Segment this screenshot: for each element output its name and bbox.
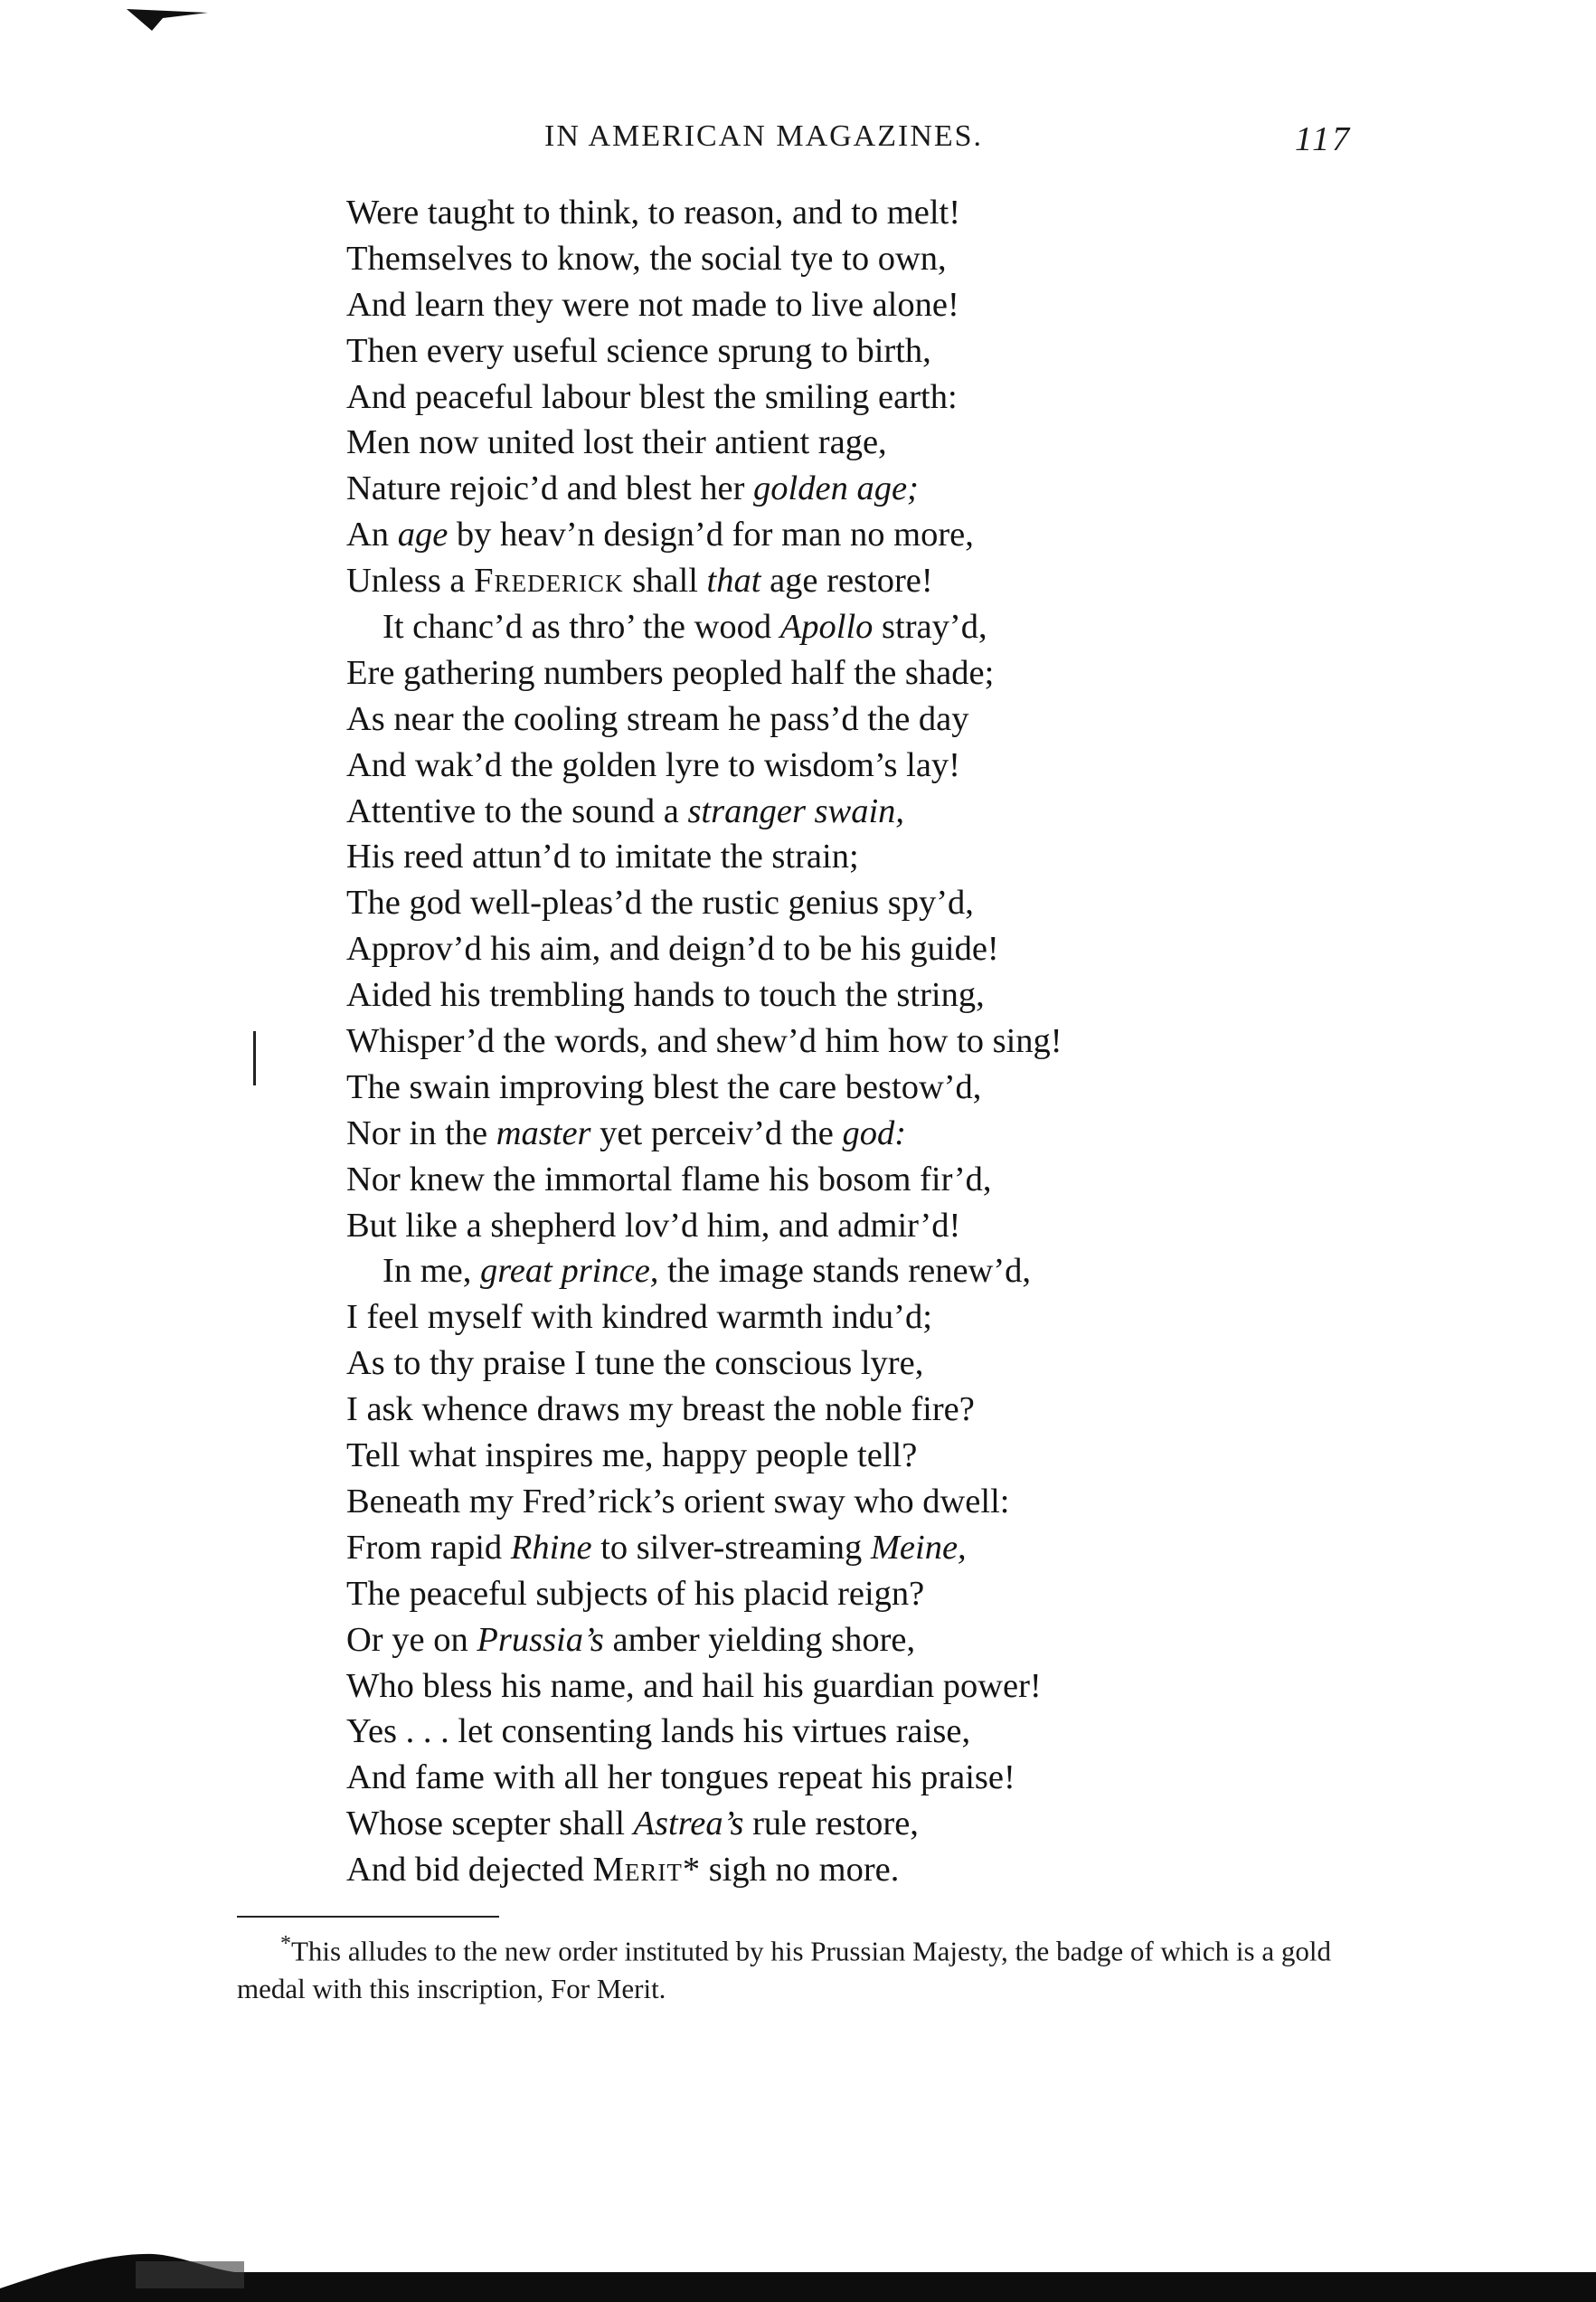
verse-text: And peaceful labour blest the smiling earth: <box>346 377 958 416</box>
verse-line <box>346 282 1296 328</box>
verse-line <box>346 558 1296 604</box>
margin-bar <box>253 1031 256 1085</box>
verse-text: The swain improving blest the care bestow’d, <box>346 1067 982 1106</box>
verse-text: Nature rejoic’d and blest her <box>346 469 754 508</box>
verse-text: Ere gathering numbers peopled half the shade; <box>346 653 995 692</box>
verse-line <box>346 1387 1296 1433</box>
verse-line <box>346 1340 1296 1387</box>
verse-line <box>346 1847 1296 1893</box>
verse-line <box>346 1525 1296 1571</box>
verse-text: Aided his trembling hands to touch the string, <box>346 976 985 1015</box>
corner-tab-mark <box>127 7 208 34</box>
verse-text: Nor knew the immortal flame his bosom fir’d, <box>346 1160 992 1198</box>
verse-line <box>346 972 1296 1018</box>
verse-text: Whose scepter shall <box>346 1805 634 1843</box>
italic-text: Meine, <box>870 1528 967 1567</box>
verse-text: Attentive to the sound a <box>346 791 688 830</box>
verse-text: Beneath my Fred’rick’s orient sway who dwell: <box>346 1482 1010 1520</box>
verse-line <box>346 328 1296 374</box>
italic-text: Prussia’s <box>477 1620 604 1659</box>
verse-text: Whisper’d the words, and shew’d him how to sing! <box>346 1022 1062 1061</box>
small-caps-text: Merit <box>592 1851 683 1890</box>
verse-line <box>346 1709 1296 1755</box>
verse-line <box>346 1294 1296 1340</box>
verse-line <box>346 1248 1296 1294</box>
small-caps-text: Frederick <box>474 562 624 601</box>
verse-text: Tell what inspires me, happy people tell? <box>346 1436 918 1475</box>
italic-text: age <box>397 516 449 554</box>
verse-line <box>346 834 1296 880</box>
page-number: 117 <box>1295 120 1353 158</box>
verse-line <box>346 1663 1296 1710</box>
verse-text: to silver-streaming <box>591 1528 871 1567</box>
verse-text: The god well-pleas’d the rustic genius spy’d, <box>346 884 974 923</box>
footnote-text: This alludes to the new order instituted by his Prussian Majesty, the badge of which is a gold medal with this inscription, For Merit. <box>237 1935 1331 2005</box>
verse-line <box>346 880 1296 926</box>
italic-text: great prince, <box>479 1252 659 1291</box>
verse-text: As to thy praise I tune the conscious lyre, <box>346 1344 924 1383</box>
verse-line <box>346 1065 1296 1111</box>
verse-text: An <box>346 516 398 554</box>
running-head <box>344 119 1353 165</box>
verse-text: The peaceful subjects of his placid reign? <box>346 1574 925 1613</box>
footnote <box>237 1925 1358 2008</box>
italic-text: Apollo <box>779 608 874 647</box>
verse-text: Unless a <box>346 562 475 601</box>
verse-text: Yes . . . let consenting lands his virtues raise, <box>346 1712 971 1751</box>
running-title: IN AMERICAN MAGAZINES. <box>544 119 984 153</box>
verse-line <box>346 1018 1296 1065</box>
verse-line <box>346 1157 1296 1203</box>
verse-text: shall <box>623 562 707 601</box>
verse-text: Nor in the <box>346 1113 496 1152</box>
verse-text: And bid dejected <box>346 1851 593 1890</box>
verse-text: And fame with all her tongues repeat his praise! <box>346 1758 1015 1797</box>
verse-text: amber yielding shore, <box>603 1620 916 1659</box>
verse-line <box>346 1479 1296 1525</box>
verse-text: His reed attun’d to imitate the strain; <box>346 838 859 876</box>
verse-line <box>346 696 1296 743</box>
verse-line <box>346 1571 1296 1617</box>
verse-line <box>346 1433 1296 1479</box>
verse-line <box>346 1617 1296 1663</box>
verse-text: stray’d, <box>873 608 987 647</box>
verse-text: Then every useful science sprung to birth, <box>346 331 931 370</box>
verse-line <box>346 466 1296 512</box>
verse-line <box>346 926 1296 972</box>
verse-text: Or ye on <box>346 1620 477 1659</box>
italic-text: Rhine <box>510 1528 592 1567</box>
verse-line <box>346 604 1296 650</box>
italic-text: Astrea’s <box>633 1805 744 1843</box>
verse-line <box>346 236 1296 282</box>
verse-text: And wak’d the golden lyre to wisdom’s lay! <box>346 745 960 784</box>
verse-text: As near the cooling stream he pass’d the day <box>346 699 969 738</box>
verse-line <box>346 190 1296 236</box>
italic-text: that <box>706 562 761 601</box>
verse-line <box>346 1755 1296 1801</box>
verse-line <box>346 743 1296 789</box>
footnote-rule <box>237 1916 499 1918</box>
footnote-mark: * <box>280 1932 291 1956</box>
verse-text: yet perceiv’d the <box>590 1113 843 1152</box>
verse-line <box>346 1111 1296 1157</box>
verse-text: I ask whence draws my breast the noble fire? <box>346 1390 975 1429</box>
verse-line <box>346 650 1296 696</box>
verse-line <box>346 512 1296 558</box>
verse-text: by heav’n design’d for man no more, <box>448 516 974 554</box>
verse-text: Approv’d his aim, and deign’d to be his guide! <box>346 930 999 969</box>
verse-line <box>346 374 1296 421</box>
verse-text: the image stands renew’d, <box>658 1252 1032 1291</box>
verse-text: Were taught to think, to reason, and to melt! <box>346 194 961 232</box>
poem-text <box>346 190 1296 1893</box>
verse-line <box>346 789 1296 835</box>
verse-text: It chanc’d as thro’ the wood <box>382 608 780 647</box>
verse-text: * sigh no more. <box>682 1851 900 1890</box>
verse-line <box>346 420 1296 466</box>
verse-text: But like a shepherd lov’d him, and admir’d! <box>346 1206 961 1245</box>
verse-text: age restore! <box>760 562 933 601</box>
page-edge-bar <box>0 2216 1596 2302</box>
italic-text: stranger swain, <box>687 791 905 830</box>
verse-text: From rapid <box>346 1528 511 1567</box>
verse-line <box>346 1203 1296 1249</box>
verse-text: Who bless his name, and hail his guardian power! <box>346 1666 1042 1705</box>
italic-text: golden age; <box>753 469 919 508</box>
verse-line <box>346 1801 1296 1847</box>
verse-text: rule restore, <box>743 1805 919 1843</box>
verse-text: Themselves to know, the social tye to own, <box>346 239 947 278</box>
verse-text: And learn they were not made to live alone! <box>346 285 959 324</box>
italic-text: god: <box>842 1113 907 1152</box>
verse-text: Men now united lost their antient rage, <box>346 423 887 462</box>
verse-text: I feel myself with kindred warmth indu’d; <box>346 1298 932 1337</box>
italic-text: master <box>496 1113 591 1152</box>
verse-text: In me, <box>382 1252 480 1291</box>
